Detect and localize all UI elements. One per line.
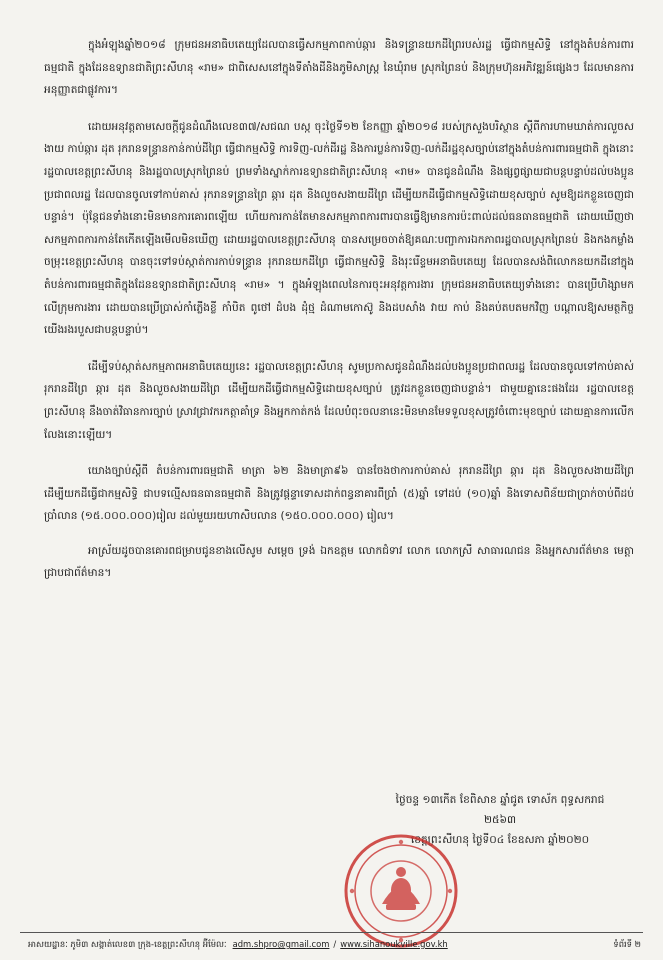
footer-divider — [20, 932, 643, 933]
solar-date-line: ខេត្តព្រះសីហនុ ថ្ងៃទី០៤ ខែឧសភា ឆ្នាំ២០២០ — [410, 834, 590, 846]
footer-website-link[interactable]: www.sihanoukville.gov.kh — [340, 939, 448, 949]
footer — [28, 937, 641, 951]
footer-email-link[interactable]: adm.shpro@gmail.com — [232, 939, 330, 949]
paragraph-2: ដោយអនុវត្តតាមសេចក្តីជូនដំណឹងលេខ៣៧/សជណ បស្ក ចុះថ្ងៃទី១២ ខែកញ្ញា ឆ្នាំ២០១៨ របស់ក្រសួងបរិស្ថាន ស្តីពីការហាមឃាត់ការលួចសងាយ កាប់ឆ្ការ ដុត រុករានទន្ទ្រានកាន់កាប់ដីព្រៃ ធ្វើជាកម្មសិទ្ធិ ការទិញ-លក់ដីរដ្ឋ និងការប្លន់ការទិញ-លក់ដីរដ្ឋខុសច្បាប់នៅក្នុងតំបន់ការពារធម្មជាតិ ក្នុងនោះរដ្ឋបាលខេត្តព្រះសីហនុ និងរដ្ឋបាលស្រុកព្រៃនប់ ព្រមទាំងស្នាក់ការឧទ្យានជាតិព្រះសីហនុ «រាម» បានជូនដំណឹង និងផ្សព្វផ្សាយជាបន្តបន្ទាប់ដល់បងប្អូនប្រជាពលរដ្ឋ ដែលបានចូលទៅកាប់គាស់ រុករានទន្ទ្រានព្រៃ ឆ្ការ ដុត និងលួចសងាយដីព្រៃ ដើម្បីយកដីធ្វើជាកម្មសិទ្ធិដោយខុសច្បាប់ សូមឱ្យដកខ្លួនចេញជាបន្ទាន់។ ប៉ុន្តែជនទាំងនោះមិនមានការគោរពឡើយ ហើយការកាន់តែមានសកម្មភាពការពារបានធ្វើឱ្យមានការប៉ះពាល់ដល់ធនធានធម្មជាតិ ដោយឃើញថាសកម្មភាពការកាន់តែកើតឡើងមើលមិនឃើញ ដោយរដ្ឋបាលខេត្តព្រះសីហនុ បានសម្រេចចាត់ឱ្យគណៈបញ្ជាការឯកភាពរដ្ឋបាលស្រុកព្រៃនប់ និងកងកម្លាំងចម្រុះខេត្តព្រះសីហនុ បានចុះទៅទប់ស្កាត់ការកាប់ទន្ទ្រាន រុករានយកដីព្រៃ ធ្វើជាកម្មសិទ្ធិ និងរុះរើខ្ទមអនាធិបតេយ្យ ដែលបានសង់ពិលោកនយកដីនៅក្នុងតំបន់ការពារធម្មជាតិក្នុងដែនឧទ្យានជាតិព្រះសីហនុ «រាម» ។ ក្នុងអំឡុងពេលនៃការចុះអនុវត្តការងារ ក្រុមជនអនាធិបតេយ្យទាំងនោះ បានប្រើហិង្សាមកលើក្រុមការងារ ដោយបានប្រើប្រាស់កាំភ្លើងខ្លី កាំបិត ពូថៅ ដំបង ដុំថ្ម ដំណាមកោស៊ូ និងដបសាំង វាយ កាប់ និងគប់តបតមកវិញ បណ្តាលឱ្យសមត្ថកិច្ចយើងរងរបួសជាបន្តបន្ទាប់។ — [44, 120, 634, 337]
footer-separator: / — [333, 939, 337, 949]
paragraph-1: ក្នុងអំឡុងឆ្នាំ២០១៨ ក្រុមជនអនាធិបតេយ្យដែលបានធ្វើសកម្មភាពកាប់ឆ្ការ និងទន្ទ្រានយកដីព្រៃរបស់រដ្ឋ ធ្វើជាកម្មសិទ្ធិ នៅក្នុងតំបន់ការពារធម្មជាតិ ក្នុងដែនឧទ្យានជាតិព្រះសីហនុ «រាម» ជាពិសេសនៅក្នុងទីតាំងដីនិងភូមិសាស្ត្រ នៃឃុំរាម ស្រុកព្រៃនប់ និងក្រុមហ៊ុនអភិវឌ្ឍន៍ផ្សេងៗ ដែលមានការអនុញ្ញាតជាផ្លូវការ។ — [44, 39, 634, 97]
paragraph-4: យោងច្បាប់ស្តីពី តំបន់ការពារធម្មជាតិ មាត្រា ៦២ និងមាត្រា៩៦ បានចែងថាការកាប់គាស់ រុករានដីព្រៃ ឆ្ការ ដុត និងលួចសងាយដីព្រៃ ដើម្បីយកដីធ្វើជាកម្មសិទ្ធិ ជាបទល្មើសធនធានធម្មជាតិ និងត្រូវផ្តន្ទាទោសដាក់ពន្ធនាគារពីប្រាំ (៥)ឆ្នាំ ទៅដប់ (១០)ឆ្នាំ និងទោសពិន័យជាប្រាក់ចាប់ពីដប់ប្រាំលាន (១៥.០០០.០០០)រៀល ដល់មួយរយហាសិបលាន (១៥០.០០០.០០០) រៀល។ — [44, 465, 634, 523]
page-number: ទំព័រទី ២ — [613, 939, 641, 949]
footer-address: អាសយដ្ឋានៈ ភូមិ៣ សង្កាត់លេខ៣ ក្រុង-ខេត្តព្រះសីហនុ អ៊ីម៉ែលៈ — [28, 939, 227, 949]
lunar-date-line: ថ្ងៃចន្ទ ១៣កើត ខែពិសាខ ឆ្នាំជូត ទោស័ក ពុទ្ធសករាជ ២៥៦៣ — [395, 794, 605, 826]
paragraph-5: អាស្រ័យដូចបានគោរពជម្រាបជូនខាងលើសូម សម្តេច ទ្រង់ ឯកឧត្តម លោកជំទាវ លោក លោកស្រី សាធារណជន និងអ្នកសារព័ត៌មាន មេត្តាជ្រាបជាព័ត៌មាន។ — [44, 544, 634, 580]
document-body — [44, 34, 634, 599]
paragraph-3: ដើម្បីទប់ស្កាត់សកម្មភាពអនាធិបតេយ្យនេះ រដ្ឋបាលខេត្តព្រះសីហនុ សូមប្រកាសជូនដំណឹងដល់បងប្អូនប្រជាពលរដ្ឋ ដែលបានចូលទៅកាប់គាស់ រុករានដីព្រៃ ឆ្ការ ដុត និងលួចសងាយដីព្រៃ ដើម្បីយកដីធ្វើជាកម្មសិទ្ធិដោយខុសច្បាប់ ត្រូវដកខ្លួនចេញជាបន្ទាន់។ ជាមួយគ្នានេះផងដែរ រដ្ឋបាលខេត្តព្រះសីហនុ នឹងចាត់វិធានការច្បាប់ ស្រាវជ្រាវករកត្តាគាំទ្រ និងអ្នកកាត់កង់ ដែលបំពុះចលនានេះមិនមានមែទទួលខុសត្រូវចំពោះមុខច្បាប់ ដោយគ្មានការលើកលែងនោះឡើយ។ — [44, 360, 634, 441]
